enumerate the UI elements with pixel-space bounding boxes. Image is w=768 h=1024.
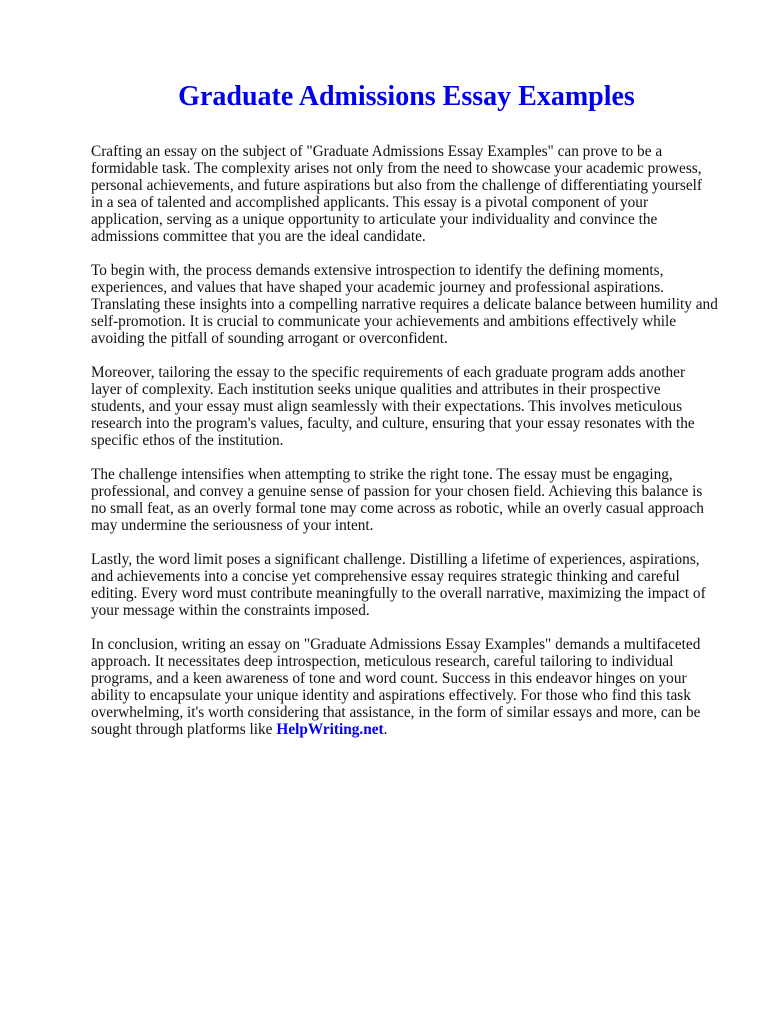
text-line: Lastly, the word limit poses a significant challenge. Distilling a lifetime of experiences, aspirations, <box>91 551 700 568</box>
link-trailing-period: . <box>383 721 388 738</box>
text-line: admissions committee that you are the ideal candidate. <box>91 228 426 245</box>
text-line: The challenge intensifies when attempting to strike the right tone. The essay must be engaging, <box>91 466 673 483</box>
text-line: application, serving as a unique opportunity to articulate your individuality and convince the <box>91 211 658 228</box>
paragraph-tailoring <box>91 364 731 449</box>
helpwriting-link[interactable]: HelpWriting.net <box>276 721 384 738</box>
text-line: and achievements into a concise yet comprehensive essay requires strategic thinking and careful <box>91 568 680 585</box>
text-line: may undermine the seriousness of your intent. <box>91 517 374 534</box>
paragraph-intro <box>91 143 731 245</box>
text-line: overwhelming, it's worth considering that assistance, in the form of similar essays and more, can be <box>91 704 701 721</box>
text-line: your message within the constraints imposed. <box>91 602 370 619</box>
text-line: programs, and a keen awareness of tone and word count. Success in this endeavor hinges on your <box>91 670 687 687</box>
text-line: research into the program's values, faculty, and culture, ensuring that your essay resonates with the <box>91 415 695 432</box>
link-lead-text: sought through platforms like <box>91 721 273 738</box>
paragraph-conclusion <box>91 636 731 738</box>
text-line: Moreover, tailoring the essay to the specific requirements of each graduate program adds another <box>91 364 686 381</box>
text-line: experiences, and values that have shaped your academic journey and professional aspirations. <box>91 279 664 296</box>
text-line: avoiding the pitfall of sounding arrogant or overconfident. <box>91 330 448 347</box>
text-line: personal achievements, and future aspirations but also from the challenge of differentiating yourself <box>91 177 702 194</box>
text-line: formidable task. The complexity arises not only from the need to showcase your academic prowess, <box>91 160 702 177</box>
text-line: students, and your essay must align seamlessly with their expectations. This involves meticulous <box>91 398 683 415</box>
text-line: layer of complexity. Each institution seeks unique qualities and attributes in their prospective <box>91 381 661 398</box>
text-line: professional, and convey a genuine sense of passion for your chosen field. Achieving this balance is <box>91 483 703 500</box>
page-title: Graduate Admissions Essay Examples <box>178 81 635 112</box>
text-line: ability to encapsulate your unique identity and aspirations effectively. For those who find this task <box>91 687 691 704</box>
document-body <box>91 143 731 755</box>
text-line: specific ethos of the institution. <box>91 432 284 449</box>
paragraph-tone <box>91 466 731 534</box>
text-line: Crafting an essay on the subject of "Graduate Admissions Essay Examples" can prove to be a <box>91 143 663 160</box>
text-line: approach. It necessitates deep introspection, meticulous research, careful tailoring to individual <box>91 653 674 670</box>
text-line: editing. Every word must contribute meaningfully to the overall narrative, maximizing the impact of <box>91 585 706 602</box>
paragraph-introspection <box>91 262 731 347</box>
text-line: no small feat, as an overly formal tone may come across as robotic, while an overly casual approach <box>91 500 704 517</box>
text-line: In conclusion, writing an essay on "Graduate Admissions Essay Examples" demands a multifaceted <box>91 636 701 653</box>
text-line: Translating these insights into a compelling narrative requires a delicate balance between humility and <box>91 296 718 313</box>
text-line: in a sea of talented and accomplished applicants. This essay is a pivotal component of your <box>91 194 649 211</box>
text-line: self-promotion. It is crucial to communicate your achievements and ambitions effectively while <box>91 313 677 330</box>
text-line: To begin with, the process demands extensive introspection to identify the defining moments, <box>91 262 664 279</box>
paragraph-word-limit <box>91 551 731 619</box>
text-line-with-link <box>91 721 731 738</box>
